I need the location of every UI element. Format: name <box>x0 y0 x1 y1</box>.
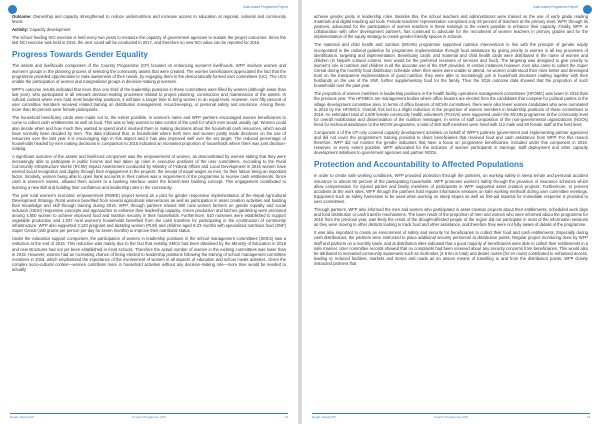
protection-paragraph-3: It was also important to create an environment of safety and security for beneficiaries to collect their food and cash entitlements. Especially during cash distributions, the partners were instructed to place additional security personnel at distribution points. Regular project monitoring done by WFP staff and partners on a monthly basis, and at distribution sites indicated that a good majority of beneficiaries were able to collect their entitlements in a safe manner. User committee records showed that no complaints had been received about any security concerns from beneficiaries. This would also be attributed to increased community awareness such as multi-sites (2-5 km in total) and dealer routes (for en route) contributed to enhanced access, leading to reduced facilities, markets and stores and roads as an assure means of travelling to and from the distribution points. WFP closely instructed partners that <box>314 230 588 266</box>
right-page-footer <box>312 413 590 419</box>
protection-paragraph-1: In order to create safe working conditions, WFP provided protection through the partners, on working safely in steep terrain and personal accident insurance to almost 50 percent of the participating households. WFP promotes worker’s safety through the provision of insurance schemes which allow compensation for injured parties and family members of participants in WFP supported asset creation projects. Furthermore, to prevent accidents at the work sites, WFP through the partners hold regular information sessions on safe working methods during user committee meetings. Equipment such as safety harnesses to be used when working on steep slopes as well as first-aid material for immediate response is provided to user committees. <box>314 173 588 204</box>
page-header: Cash-based Programme Report <box>532 5 578 9</box>
activity-paragraph <box>12 27 286 32</box>
activity-label: Activity: <box>12 27 29 33</box>
footer-rule <box>312 413 590 414</box>
wfp-logo-icon <box>8 5 17 14</box>
protection-paragraph-2: Through partners, WFP also informed the men and women who participated in asset creation projects about their entitlements, scheduled work days and food distribution or cash transfer mechanisms. The lower result of the proportion of men and women who were informed about the programme for 2016 from the previous year, was likely the result of the drought-affected people of the region did not participate in most of the information sessions as they were moving to other districts looking to track food and other assistance, and therefore they were not fully aware of details of the programme. <box>314 207 588 228</box>
left-page <box>0 0 298 424</box>
right-page <box>302 0 600 424</box>
page-number: 14 <box>586 414 590 419</box>
wfp-logo-icon <box>583 5 592 14</box>
footer-center-text: Country Programme (CP) <box>131 414 166 419</box>
gender-paragraph-1: The assets and livelihoods component of the Country Programme (CP) focused on enhancing women’s livelihoods. WFP involves women and women’s groups in the planning process of selecting the community assets that were created. The women beneficiaries appreciated the fact that the programme provided opportunities to raise awareness of their needs, by engaging them in the democratically formed user committees (UC). The UCs enable the participation of women and marginalized groups in decision-making processes. <box>12 63 286 84</box>
gender-paragraph-6: Under the education support component, the participation of women in leadership positions in the school management committees (SMCs) saw a reduction at the end of 2016. This reduction was mainly due to the fact that existing SMCs had been dissolved by the Ministry of Education in 2016 and new structures had not yet been established in most schools. Therefore the actual number of women in the existing committees was lower than in 2015. However, women had an increasing chance of being elected to leadership positions following the training of school management committee members in 2016, which emphasized the importance of the involvement of women in all aspects of education and school meals activities. Given the complex socio-cultural context—women contribute more in household activities without any decision-making role—more time would be needed to actually <box>12 236 286 272</box>
footer-left-text: Nepal, Nepal (CP) <box>10 414 35 419</box>
page-number: 13 <box>284 414 288 419</box>
gender-equality-heading: Progress Towards Gender Equality <box>12 50 148 60</box>
outcome-label: Outcome: <box>12 14 32 19</box>
page-header: Cash-based Programme Report <box>242 5 288 9</box>
right-paragraph-1: achieve gender parity in leadership roles. Besides this, the school teachers and administrators were trained on the use of early grade reading materials and digital teaching aid tools. Female teachers’ representation comprised only 28 percent of teachers at the primary level. WFP, through its partners, advocated for the participation of women teachers in these trainings to the extent possible to enhance their capacity. Finally, WFP, in collaboration with other development partners, has continued to advocate for the recruitment of women teachers in primary grades and for the implementation of the equity strategy to create gender-friendly spaces in schools. <box>314 14 588 40</box>
footer-rule <box>10 413 288 414</box>
right-paragraph-3: The proportion of women members in leadership positions in the health facility operations management committees (HFOMC) was lower in 2016 than the previous year. The HFOMCs are management bodies where office bearers are elected from the candidates that compete for political parties in the village development committee area. In terms of office bearers of MCHN committees, there were also fewer women candidates who were nominated in 2016 by the HFOMCs. Overall, this led to a slight reduction in the proportion of women members in leadership positions of these committees in 2016. An estimated total of 2,500 female community health volunteers (FCHVs) were supported under the MCHN programme at the community level for overall mobilization and dissemination of the nutrition messages. In terms of staff composition of the non-governmental organizations (NGOs) hired for technical assistance to the MCHN programme, a total of 260 staff members were hired with 112 male and 50 female staff at the field level. <box>314 91 588 127</box>
gender-paragraph-2: WFP’s outcome results indicated that more than one third of the leadership positions in these committees were filled by women (although lower than last year), who participated in all relevant decision-making processes related to project planning, construction and maintenance of the assets. In cultural context where men hold most leadership positions, it will take a longer time to bring women to an equal level. However, over fifty percent of user committee members received related training on distribution management, record-keeping, or personal safety and insurance. Among these, more than 60 percent were female participants. <box>12 86 286 113</box>
right-paragraph-4: Component 4 of the CP only covered capacity development activities on behalf of WFP’s partners (government and implementing partner agencies) and did not cover the programme’s training provided to direct beneficiaries that received food and cash assistance from WFP. For this reason therefore, WFP did not monitor the gender indicators that have a focus on programme beneficiaries, included under this component in 2016. However, to every extent possible, WFP advocated for the inclusion of women participants in trainings, staff deployment and other capacity development initiatives to government agencies and partner NGOs. <box>314 129 588 156</box>
left-page-footer <box>10 413 288 419</box>
right-paragraph-2: The maternal and child health and nutrition (MCHN) programme supported nutrition interventions in line with the principle of gender equity incorporated in the national guideline for programme implementation through food assistance by giving priority to women in all key processes of identification, targeting and implementation. Beneficiary cards, and maternal and child health cards were distributed in the name of women and children (in Nepal’s cultural context, men would be the preferred receivers of services and food). The targeting was designed to give priority to women’s role in nutrition and children in all the accurate use of the SNF provided. In certain instances however, men also came to collect the Super Cereal during the monthly food distribution schedule when their wives were unable to attend. As women understood their roles better and developed trust on the transparent implementation of good nutrition, they were able to increasingly join in household decisions making together with their husbands on the use of the SNF, further supplementary food for the family. Thus the 2016 outcome data showed that the proportion of such households over the past year. <box>314 42 588 89</box>
activity-text: Capacity development <box>29 27 71 33</box>
gender-paragraph-5: The joint rural women’s economic empowerment (RWEE) project served as a pilot for gender responsive implementation of the Nepal Agricultural Development Strategy. Rural women benefited from several agricultural interventions as well as participation in asset creation activities and building their knowledge and skill through training during 2016. WFP, through partners trained 600 rural women farmers on gender equality and social inclusion (GESI) responsive concepts and approaches to enhance their leadership capacity. Green production and kitchen gardening were promoted among 3,600 women to achieve improved food and nutrition security in their households. Furthermore, 510 nurseries were established to support vegetable production and 1,037 rural women’s households benefited from the cash transfers for participating in the construction of community infrastructure. WFP also supported 3,120 pregnant and lactating women (PLW) and children aged 6-23 months with specialized nutritious food (SNF) Super Cereal (150 grams per person per day for seven months) to improve their nutritional status. <box>12 192 286 234</box>
nci-paragraph: The school feeding NCI exercise is held every two years to measure the capacity of government agencies to sustain the project outcomes. Since the last NCI exercise was held in 2015, the next round will be conducted in 2017, and therefore no new NCI value can be reported for 2016. <box>12 35 286 46</box>
outcome-text: Ownership and capacity strengthened to reduce undernutrition and increase access to education at regional, national and community levels <box>12 14 287 25</box>
protection-heading: Protection and Accountability to Affected Populations <box>314 160 524 170</box>
gender-paragraph-4: A significant outcome of the assets and livelihood component was the empowerment of women, as demonstrated by women stating that they were increasingly able to participate in public forums and had taken up roles in executive positions of the user committees. According to the Rural Community Infrastructure Works (RCIW) Impact Assessment conducted by Ministry of Federal Affairs and Local Development in 2016 women have earned social recognition and dignity through their engagement in the projects, the receipt of equal wages as men, for their labour being an important factor. Similarly, women being able to open bank accounts in their names was a requirement of the programme to receive cash entitlements. Since cash is women’s names, allowed them access to a banking interface under the branch-less banking concept. This engagement contributed to learning a new skill and building their confidence and leadership roles in the community. <box>12 153 286 190</box>
gender-paragraph-3: The household beneficiary cards were made out to, the extent possible, in women’s name and WFP partners encouraged women beneficiaries to come to collect cash entitlements as well as food. This was to help women to take control of the cash for which men would usually opt. Women could also decide when and how much they wanted to spend and it involved them in making decisions about the household cash resources, which would have normally been decided by men. The data indicated that, in households where both men and women jointly made decisions on the use of resources over the last year it is encouraging sign in this aspect and it has also improved well over the set target. The reduced percentage of households headed by men making decisions in comparison to 2015 indicated an increased proportion of households where there was joint decision-making. <box>12 115 286 151</box>
footer-left-text: Nepal, Nepal (CP) <box>312 414 337 419</box>
footer-center-text: Country Programme (CP) <box>433 414 468 419</box>
outcome-paragraph <box>12 14 286 24</box>
